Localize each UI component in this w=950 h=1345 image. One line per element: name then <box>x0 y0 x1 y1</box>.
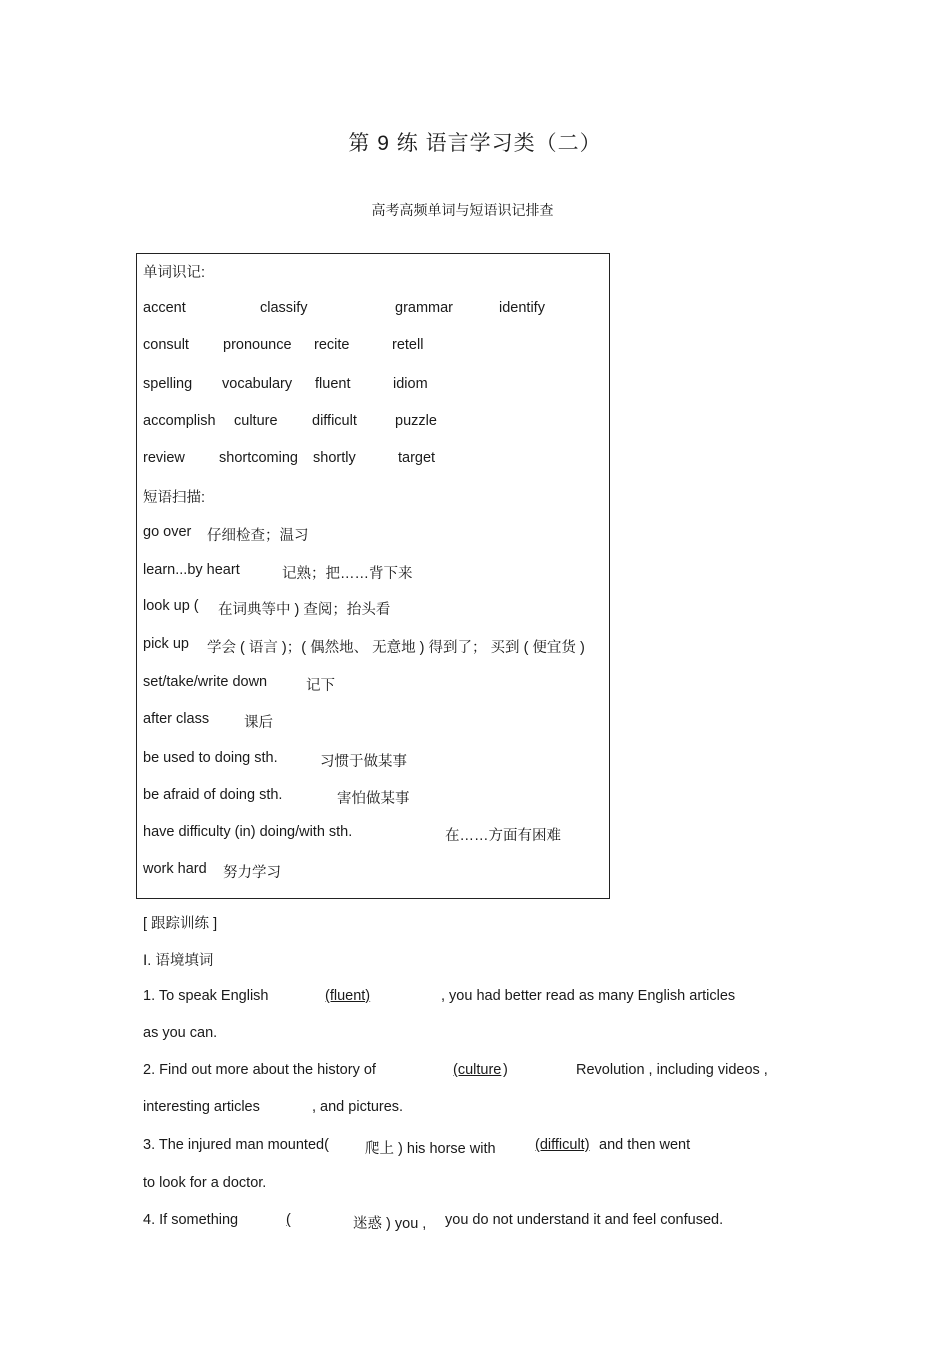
question-3-text-cont: and then went <box>599 1137 691 1153</box>
phrases-heading: 短语扫描: <box>143 490 206 506</box>
word: spelling <box>143 376 193 392</box>
question-4-hint-zh: 迷惑 ) you , <box>353 1216 427 1232</box>
word: vocabulary <box>222 376 293 392</box>
question-2-hint: (culture <box>453 1062 502 1078</box>
word: idiom <box>393 376 428 392</box>
word: shortly <box>313 450 356 466</box>
section-heading: Ⅰ. 语境填词 <box>143 953 214 969</box>
words-heading: 单词识记: <box>143 265 206 281</box>
word: fluent <box>315 376 351 392</box>
question-3-text-end: to look for a doctor. <box>143 1175 267 1191</box>
phrase-en: after class <box>143 711 210 727</box>
word: identify <box>499 300 545 316</box>
question-1-hint: (fluent) <box>325 988 371 1004</box>
phrase-zh: 在……方面有困难 <box>445 828 561 844</box>
phrase-en: look up ( <box>143 598 199 614</box>
question-3-text: 3. The injured man mounted( <box>143 1137 329 1153</box>
page-subtitle: 高考高频单词与短语识记排查 <box>371 202 554 218</box>
question-4-text: 4. If something <box>143 1212 239 1228</box>
question-1-text-end: as you can. <box>143 1025 218 1041</box>
phrase-en: be afraid of doing sth. <box>143 787 283 803</box>
question-2-paren: ) <box>503 1062 508 1078</box>
word: classify <box>260 300 308 316</box>
question-2-text: 2. Find out more about the history of <box>143 1062 376 1078</box>
phrase-zh: 学会 ( 语言 )；( 偶然地、 无意地 ) 得到了； 买到 ( 便宜货 ) <box>207 640 585 656</box>
question-4-text-cont: you do not understand it and feel confused. <box>445 1212 724 1228</box>
word: grammar <box>395 300 454 316</box>
question-2-text-cont: Revolution , including videos , <box>576 1062 768 1078</box>
question-2-text-line2: interesting articles <box>143 1099 260 1115</box>
phrase-en: go over <box>143 524 192 540</box>
phrase-en: learn...by heart <box>143 562 240 578</box>
phrase-zh: 在词典等中 ) 查阅；抬头看 <box>218 602 391 618</box>
word: culture <box>234 413 278 429</box>
phrase-zh: 仔细检查；温习 <box>207 528 309 544</box>
question-4-blank <box>278 1212 344 1228</box>
question-1-text-cont: , you had better read as many English articles <box>441 988 736 1004</box>
phrase-en: pick up <box>143 636 189 652</box>
phrase-en: be used to doing sth. <box>143 750 278 766</box>
word: consult <box>143 337 189 353</box>
phrase-en: have difficulty (in) doing/with sth. <box>143 824 353 840</box>
word: target <box>398 450 436 466</box>
question-1-blank <box>307 988 373 1004</box>
word: puzzle <box>395 413 437 429</box>
word: recite <box>314 337 350 353</box>
word: pronounce <box>223 337 292 353</box>
phrase-en: work hard <box>143 861 207 877</box>
question-3-blank: (difficult) <box>535 1137 590 1153</box>
phrase-zh: 努力学习 <box>223 865 281 881</box>
question-2-blank <box>429 1062 501 1078</box>
practice-heading: [ 跟踪训练 ] <box>143 916 218 932</box>
word: retell <box>392 337 424 353</box>
phrase-zh: 记下 <box>306 678 335 694</box>
question-2-text-end: , and pictures. <box>312 1099 404 1115</box>
question-1-text: 1. To speak English <box>143 988 269 1004</box>
word: accent <box>143 300 186 316</box>
phrase-zh: 习惯于做某事 <box>320 754 407 770</box>
question-4-paren: ( <box>286 1212 291 1228</box>
page-title: 第 9 练 语言学习类（二） <box>348 132 602 155</box>
word: shortcoming <box>219 450 298 466</box>
word: review <box>143 450 185 466</box>
phrase-en: set/take/write down <box>143 674 268 690</box>
word: accomplish <box>143 413 216 429</box>
phrase-zh: 记熟；把……背下来 <box>282 566 413 582</box>
phrase-zh: 课后 <box>244 715 273 731</box>
question-3-hint-zh: 爬上 ) his horse with <box>365 1141 496 1157</box>
phrase-zh: 害怕做某事 <box>337 791 410 807</box>
word: difficult <box>312 413 357 429</box>
